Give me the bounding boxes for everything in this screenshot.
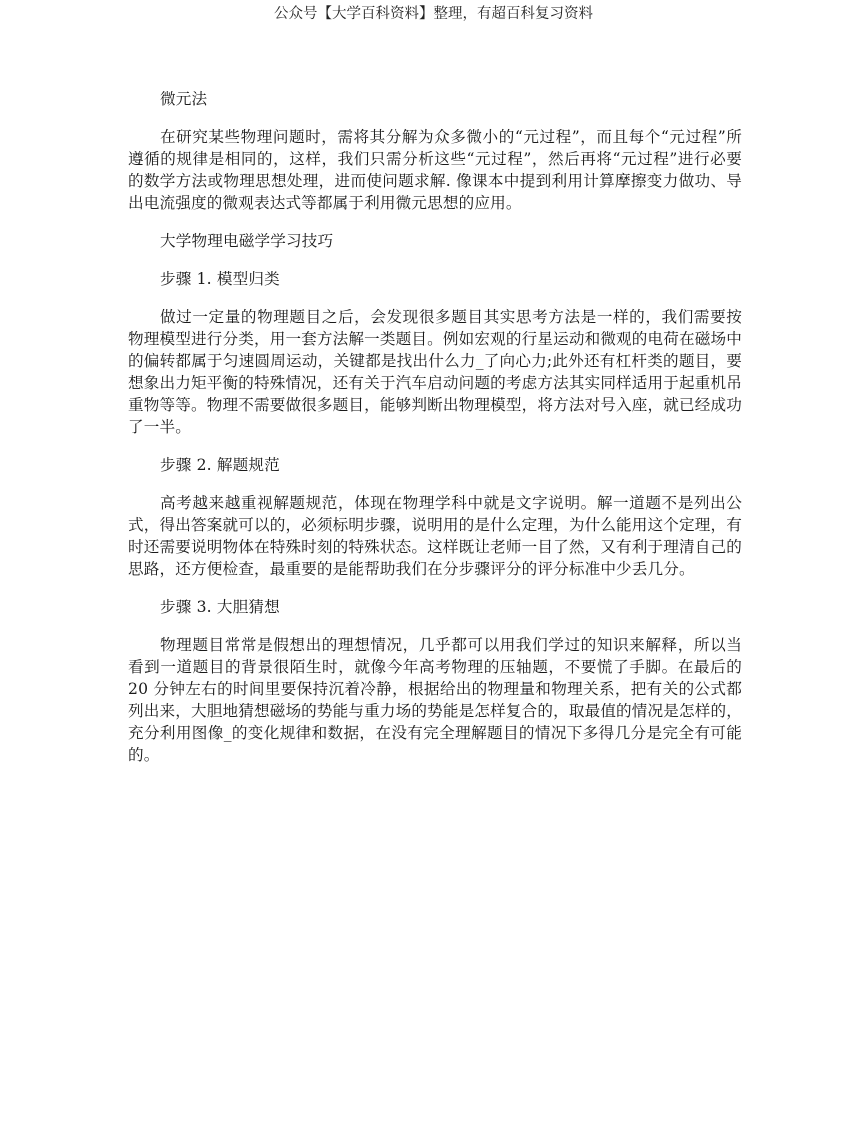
paragraph-step-2: 高考越来越重视解题规范，体现在物理学科中就是文字说明。解一道题不是列出公式，得出答案就可以的，必须标明步骤，说明用的是什么定理，为什么能用这个定理，有时还需要说明物体在特殊时刻的特殊状态。这样既让老师一目了然，又有利于理清自己的思路，还方便检查，最重要的是能帮助我们在分步骤评分的评分标准中少丢几分。 bbox=[128, 494, 743, 578]
step-heading-1: 步骤 1. 模型归类 bbox=[160, 270, 280, 288]
document-body bbox=[128, 88, 742, 782]
paragraph-micro-element: 在研究某些物理问题时，需将其分解为众多微小的“元过程”，而且每个“元过程”所遵循的规律是相同的，这样，我们只需分析这些“元过程”，然后再将“元过程”进行必要的数学方法或物理思想处理，进而使问题求解. 像课本中提到利用计算摩擦变力做功、导出电流强度的微观表达式等都属于利用微元思想的应用。 bbox=[128, 128, 742, 212]
paragraph-step-1: 做过一定量的物理题目之后，会发现很多题目其实思考方法是一样的，我们需要按物理模型进行分类，用一套方法解一类题目。例如宏观的行星运动和微观的电荷在磁场中的偏转都属于匀速圆周运动，关键都是找出什么力_了向心力;此外还有杠杆类的题目，要想象出力矩平衡的特殊情况，还有关于汽车启动问题的考虑方法其实同样适用于起重机吊重物等等。物理不需要做很多题目，能够判断出物理模型，将方法对号入座，就已经成功了一半。 bbox=[128, 308, 743, 436]
step-heading-3: 步骤 3. 大胆猜想 bbox=[160, 598, 280, 616]
step-heading-2: 步骤 2. 解题规范 bbox=[160, 456, 280, 474]
paragraph-step-3: 物理题目常常是假想出的理想情况，几乎都可以用我们学过的知识来解释，所以当看到一道题目的背景很陌生时，就像今年高考物理的压轴题，不要慌了手脚。在最后的 20 分钟左右的时间里要保持沉着冷静，根据给出的物理量和物理关系，把有关的公式都列出来，大胆地猜想磁场的势能与重力场的势能是怎样复合的，取最值的情况是怎样的，充分利用图像_的变化规律和数据，在没有完全理解题目的情况下多得几分是完全有可能的。 bbox=[128, 636, 743, 764]
section-heading-em-tips: 大学物理电磁学学习技巧 bbox=[160, 232, 334, 250]
page-header: 公众号【大学百科资料】整理，有超百科复习资料 bbox=[274, 6, 593, 22]
section-heading-micro-element: 微元法 bbox=[160, 90, 208, 108]
